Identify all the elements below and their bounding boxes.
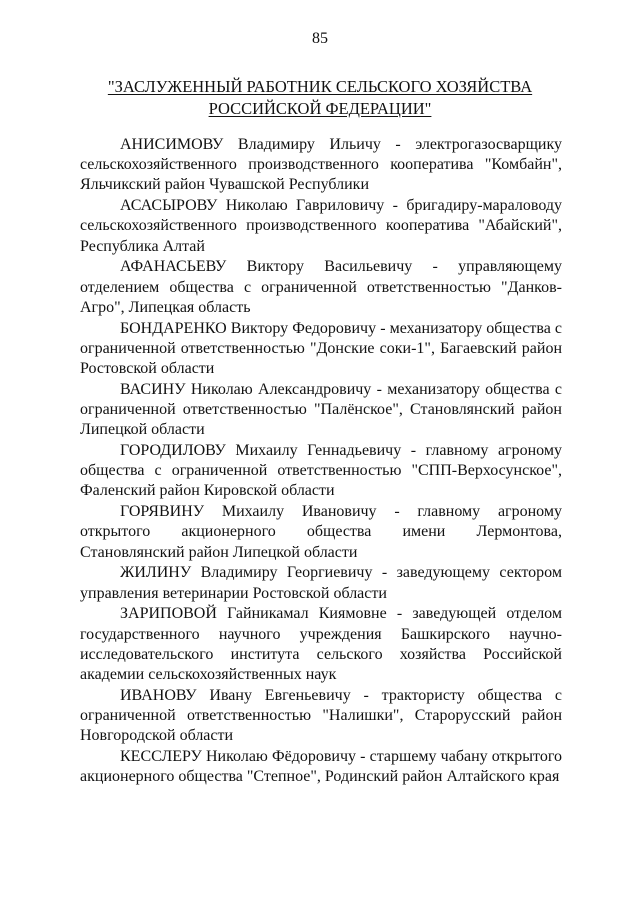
recipient-entry: ГОРОДИЛОВУ Михаилу Геннадьевичу - главному агроному общества с ограниченной ответственностью "СПП-Верхосунское", Фаленский район Кировской области — [80, 442, 562, 500]
page-number: 85 — [312, 30, 328, 47]
recipient-entry: БОНДАРЕНКО Виктору Федоровичу - механизатору общества с ограниченной ответственностью "Донские соки-1", Багаевский район Ростовской области — [80, 319, 562, 378]
recipient-entry: АНИСИМОВУ Владимиру Ильичу - электрогазосварщику сельскохозяйственного производственного кооператива "Комбайн", Яльчикский район Чувашской Республики — [80, 136, 562, 194]
recipient-entry: КЕССЛЕРУ Николаю Фёдоровичу - старшему чабану открытого акционерного общества "Степное", Родинский район Алтайского края — [80, 748, 562, 786]
award-title — [80, 76, 560, 120]
award-title-line-1: "ЗАСЛУЖЕННЫЙ РАБОТНИК СЕЛЬСКОГО ХОЗЯЙСТВА — [107, 77, 533, 96]
recipient-entry: ГОРЯВИНУ Михаилу Ивановичу - главному агроному открытого акционерного общества имени Лермонтова, Становлянский район Липецкой области — [80, 503, 562, 561]
recipient-entry: ЗАРИПОВОЙ Гайникамал Киямовне - заведующей отделом государственного научного учреждения Башкирского научно-исследовательского института сельского хозяйства Российской академии сельскохозяйственных наук — [80, 605, 562, 684]
recipient-entry: ИВАНОВУ Ивану Евгеньевичу - трактористу общества с ограниченной ответственностью "Налишки", Старорусский район Новгородской области — [80, 686, 562, 745]
recipient-list — [80, 135, 562, 788]
recipient-entry: АСАСЫРОВУ Николаю Гавриловичу - бригадиру-мараловоду сельскохозяйственного производственного кооператива "Абайский", Республика Алтай — [80, 197, 562, 255]
recipient-entry: ВАСИНУ Николаю Александровичу - механизатору общества с ограниченной ответственностью "Палёнское", Становлянский район Липецкой области — [80, 380, 562, 439]
recipient-entry: ЖИЛИНУ Владимиру Георгиевичу - заведующему сектором управления ветеринарии Ростовской области — [80, 564, 562, 602]
recipient-entry: АФАНАСЬЕВУ Виктору Васильевичу - управляющему отделением общества с ограниченной ответственностью "Данков-Агро", Липецкая область — [80, 258, 562, 316]
award-title-line-2: РОССИЙСКОЙ ФЕДЕРАЦИИ" — [208, 99, 432, 118]
